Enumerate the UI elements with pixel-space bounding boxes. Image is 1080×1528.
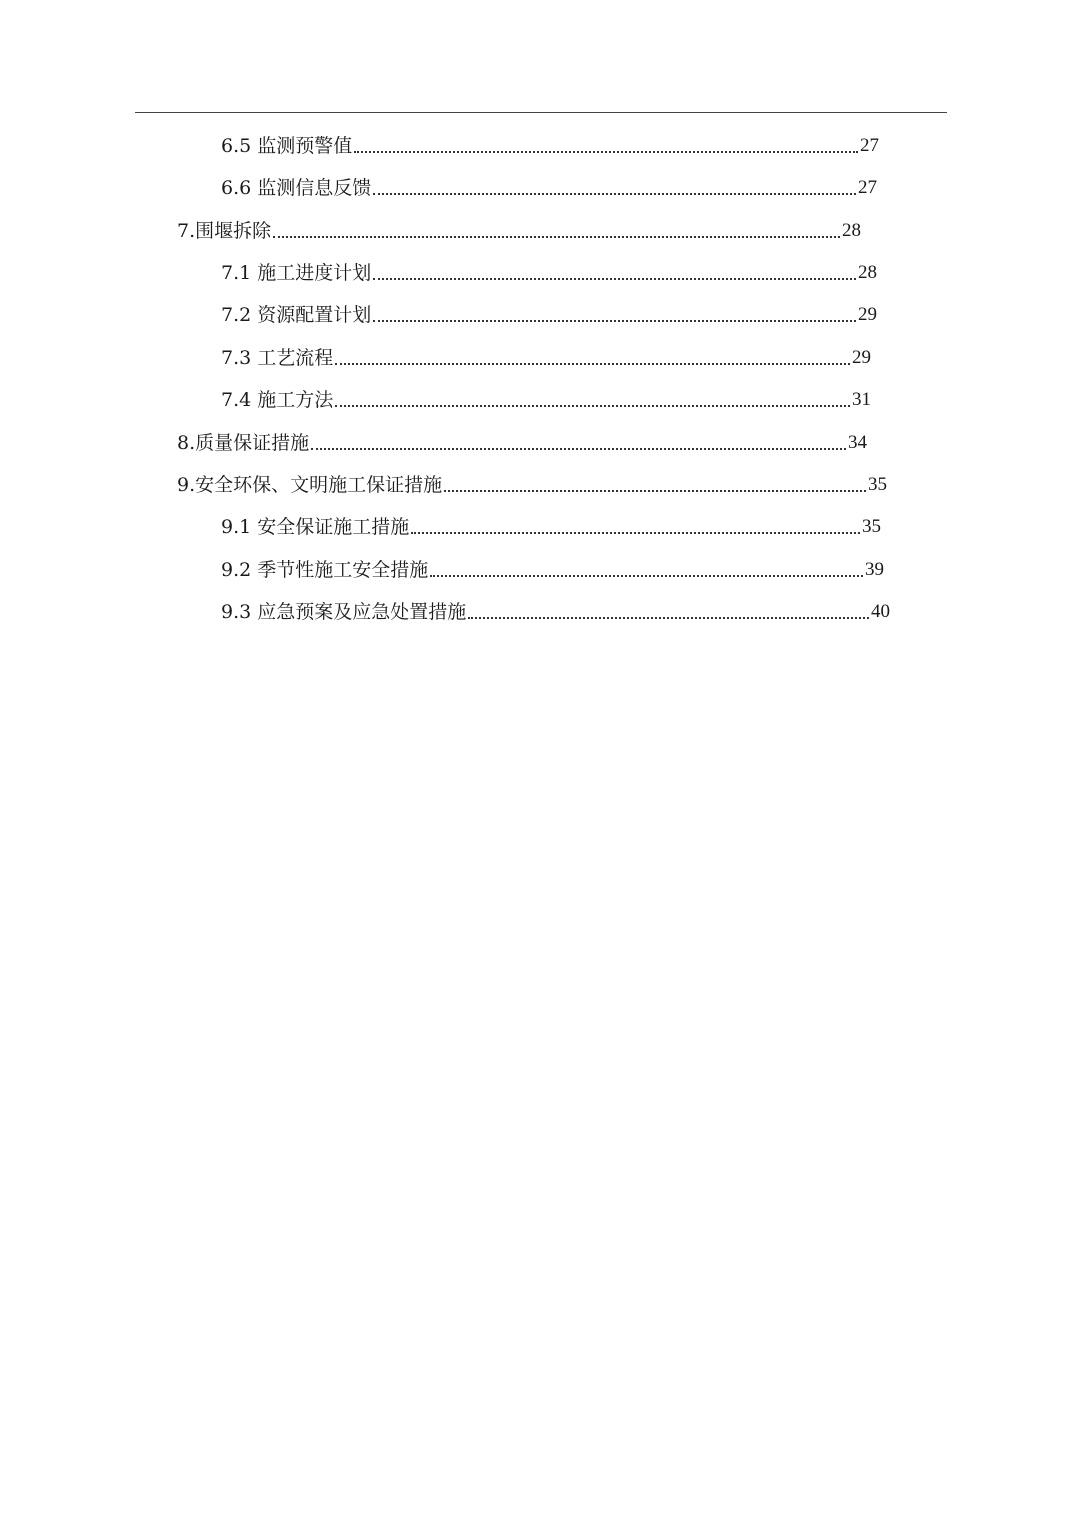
toc-dot-leader bbox=[354, 151, 858, 153]
toc-dot-leader bbox=[373, 320, 856, 322]
toc-entry-label: 9.3 应急预案及应急处置措施 bbox=[221, 601, 467, 623]
toc-dot-leader bbox=[430, 575, 863, 577]
toc-entry-label: 7.1 施工进度计划 bbox=[221, 262, 372, 284]
toc-entry-label: 7.4 施工方法 bbox=[221, 389, 334, 411]
toc-entry-page: 34 bbox=[848, 432, 867, 453]
toc-entry[interactable] bbox=[177, 213, 861, 243]
header-rule bbox=[135, 112, 947, 113]
toc-entry[interactable] bbox=[221, 297, 877, 327]
toc-dot-leader bbox=[273, 236, 840, 238]
toc-entry-label: 6.5 监测预警值 bbox=[221, 135, 353, 157]
toc-entry[interactable] bbox=[221, 552, 884, 582]
toc-entry-page: 28 bbox=[858, 262, 877, 283]
toc-entry-page: 31 bbox=[852, 389, 871, 410]
toc-dot-leader bbox=[468, 617, 869, 619]
toc-dot-leader bbox=[444, 490, 866, 492]
toc-entry[interactable] bbox=[221, 340, 871, 370]
toc-entry[interactable] bbox=[177, 425, 867, 455]
toc-entry-page: 35 bbox=[868, 474, 887, 495]
toc-entry[interactable] bbox=[221, 509, 881, 539]
toc-entry[interactable] bbox=[221, 255, 877, 285]
toc-dot-leader bbox=[373, 278, 856, 280]
toc-entry[interactable] bbox=[221, 382, 871, 412]
toc-entry-label: 9.安全环保、文明施工保证措施 bbox=[177, 474, 443, 496]
toc-dot-leader bbox=[335, 405, 850, 407]
toc-entry[interactable] bbox=[221, 170, 877, 200]
toc-entry-label: 9.2 季节性施工安全措施 bbox=[221, 559, 429, 581]
toc-entry[interactable] bbox=[221, 594, 890, 624]
toc-entry-label: 7.2 资源配置计划 bbox=[221, 304, 372, 326]
toc-entry-page: 29 bbox=[858, 304, 877, 325]
toc-entry-label: 7.围堰拆除 bbox=[177, 220, 272, 242]
toc-entry[interactable] bbox=[177, 467, 887, 497]
toc-entry-page: 29 bbox=[852, 347, 871, 368]
toc-entry[interactable] bbox=[221, 128, 879, 158]
toc-entry-page: 35 bbox=[862, 516, 881, 537]
toc-entry-label: 9.1 安全保证施工措施 bbox=[221, 516, 410, 538]
toc-entry-page: 40 bbox=[871, 601, 890, 622]
toc-dot-leader bbox=[411, 532, 860, 534]
toc-dot-leader bbox=[335, 363, 850, 365]
toc-entry-page: 39 bbox=[865, 559, 884, 580]
toc-entry-label: 7.3 工艺流程 bbox=[221, 347, 334, 369]
toc-dot-leader bbox=[373, 193, 856, 195]
toc-entry-label: 6.6 监测信息反馈 bbox=[221, 177, 372, 199]
toc-dot-leader bbox=[311, 448, 846, 450]
toc-entry-label: 8.质量保证措施 bbox=[177, 432, 310, 454]
toc-entry-page: 27 bbox=[858, 177, 877, 198]
toc-entry-page: 28 bbox=[842, 220, 861, 241]
toc-entry-page: 27 bbox=[860, 135, 879, 156]
